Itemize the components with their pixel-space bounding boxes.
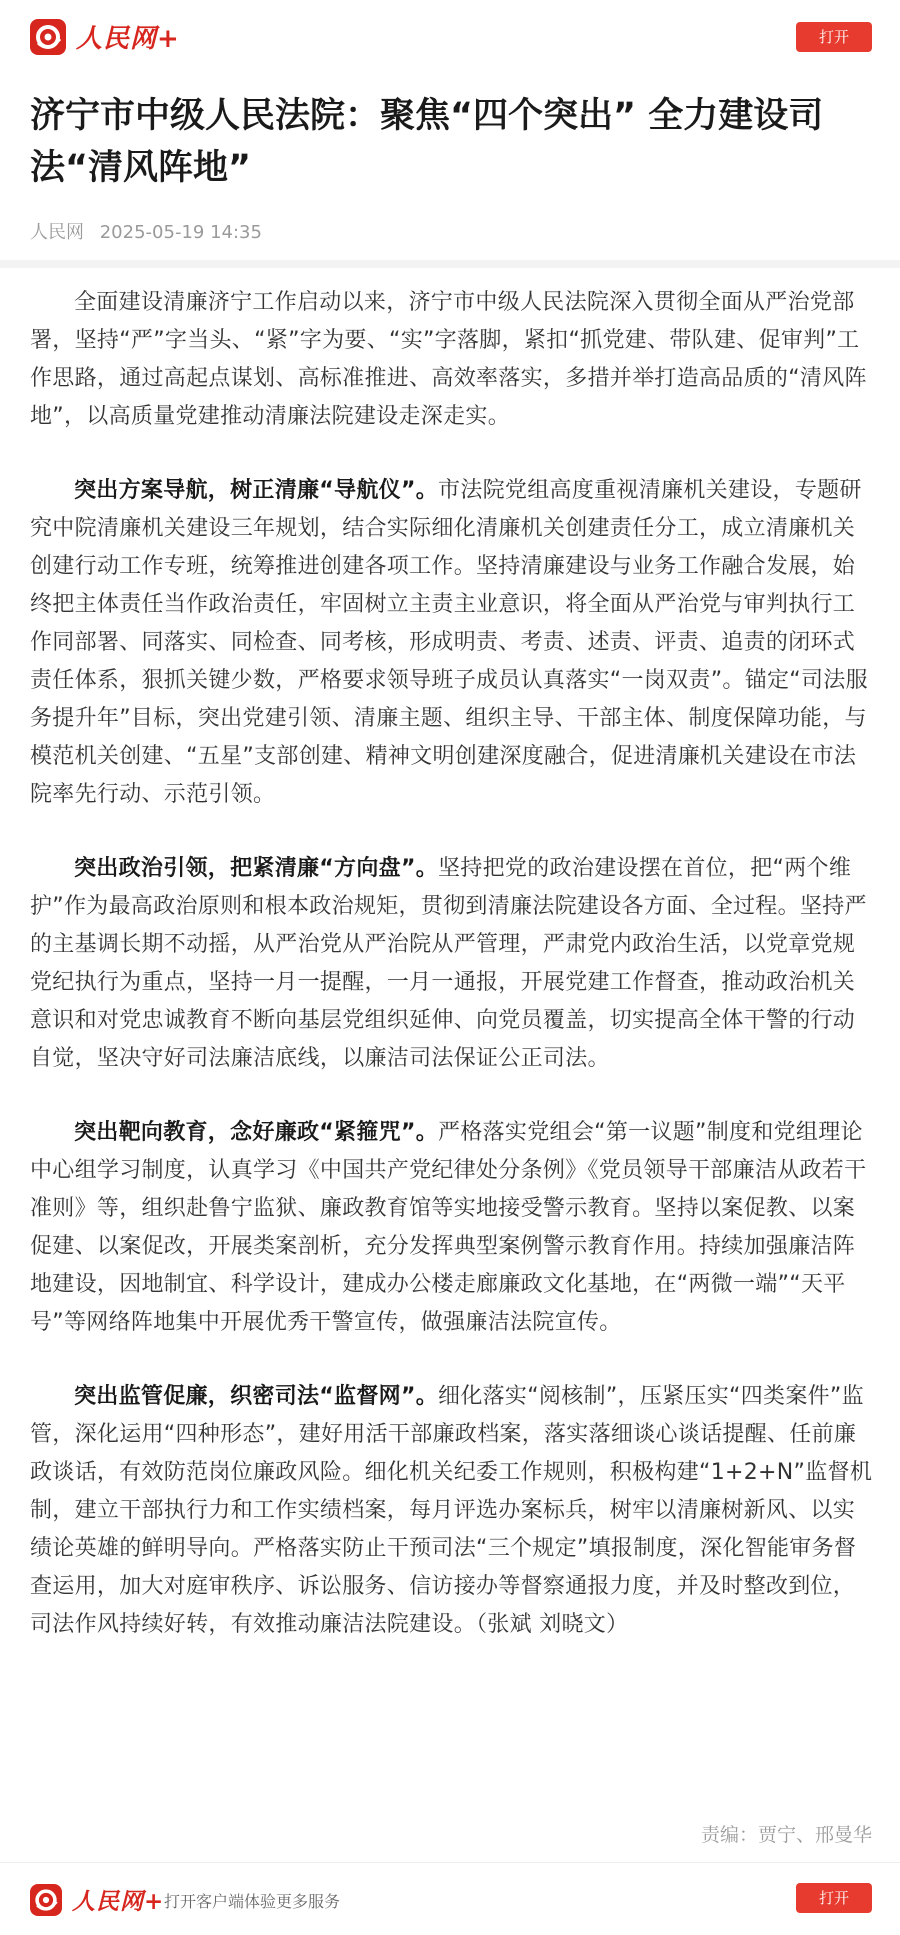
article-paragraph: [30, 1378, 875, 1644]
footer-brand-name: 人民网+: [72, 1888, 165, 1915]
article-title: 济宁市中级人民法院：聚焦“四个突出” 全力建设司法“清风阵地”: [30, 96, 824, 188]
paragraph-lead: 突出方案导航，树正清廉“导航仪”。: [74, 478, 439, 503]
paragraph-text: 细化落实“阅核制”，压紧压实“四类案件”监管，深化运用“四种形态”，建好用活干部廉政档案，落实落细谈心谈话提醒、任前廉政谈话，有效防范岗位廉政风险。细化机关纪委工作规则，积极构建“1+2+N”监督机制，建立干部执行力和工作实绩档案，每月评选办案标兵，树牢以清廉树新风、以实绩论英雄的鲜明导向。严格落实防止干预司法“三个规定”填报制度，深化智能审务督查运用，加大对庭审秩序、诉讼服务、信访接办等督察通报力度，并及时整改到位，司法作风持续好转，有效推动廉洁法院建设。（张斌 刘晓文）: [30, 1384, 873, 1637]
article-paragraph: [30, 284, 875, 436]
article-header: [30, 90, 875, 244]
brand-name: 人民网+: [76, 24, 180, 54]
people-daily-logo-icon: [30, 1884, 62, 1916]
paragraph-text: 全面建设清廉济宁工作启动以来，济宁市中级人民法院深入贯彻全面从严治党部署，坚持“严”字当头、“紧”字为要、“实”字落脚，紧扣“抓党建、带队建、促审判”工作思路，通过高起点谋划、高标准推进、高效率落实，多措并举打造高品质的“清风阵地”，以高质量党建推动清廉法院建设走深走实。: [30, 290, 867, 429]
paragraph-text: 严格落实党组会“第一议题”制度和党组理论中心组学习制度，认真学习《中国共产党纪律处分条例》《党员领导干部廉洁从政若干准则》等，组织赴鲁宁监狱、廉政教育馆等实地接受警示教育。坚持以案促教、以案促建、以案促改，开展类案剖析，充分发挥典型案例警示教育作用。持续加强廉洁阵地建设，因地制宜、科学设计，建成办公楼走廊廉政文化基地，在“两微一端”“天平号”等网络阵地集中开展优秀干警宣传，做强廉洁法院宣传。: [30, 1120, 867, 1335]
brand-logo[interactable]: [30, 18, 180, 55]
top-app-bar: [0, 0, 900, 76]
paragraph-text: 市法院党组高度重视清廉机关建设，专题研究中院清廉机关建设三年规划，结合实际细化清廉机关创建责任分工，成立清廉机关创建行动工作专班，统筹推进创建各项工作。坚持清廉建设与业务工作融合发展，始终把主体责任当作政治责任，牢固树立主责主业意识，将全面从严治党与审判执行工作同部署、同落实、同检查、同考核，形成明责、考责、述责、评责、追责的闭环式责任体系，狠抓关键少数，严格要求领导班子成员认真落实“一岗双责”。锚定“司法服务提升年”目标，突出党建引领、清廉主题、组织主导、干部主体、制度保障功能，与模范机关创建、“五星”支部创建、精神文明创建深度融合，促进清廉机关建设在市法院率先行动、示范引领。: [30, 478, 868, 807]
article-datetime: 2025-05-19 14:35: [99, 222, 262, 243]
open-app-button[interactable]: 打开: [796, 22, 872, 52]
paragraph-lead: 突出靶向教育，念好廉政“紧箍咒”。: [74, 1120, 439, 1145]
article-paragraph: [30, 472, 875, 814]
people-daily-logo-icon: [30, 19, 66, 55]
article-source: 人民网: [30, 222, 84, 243]
editor-credit: 责编：贾宁、邢曼华: [700, 1824, 872, 1846]
article-meta: [30, 218, 875, 244]
footer-open-app-button[interactable]: 打开: [796, 1883, 872, 1913]
article-paragraph: [30, 850, 875, 1078]
section-divider: [0, 260, 900, 268]
article-paragraph: [30, 1114, 875, 1342]
article-body: [30, 284, 875, 1680]
bottom-app-banner: [0, 1862, 900, 1935]
paragraph-text: 坚持把党的政治建设摆在首位，把“两个维护”作为最高政治原则和根本政治规矩，贯彻到清廉法院建设各方面、全过程。坚持严的主基调长期不动摇，从严治党从严治院从严管理，严肃党内政治生活，以党章党规党纪执行为重点，坚持一月一提醒，一月一通报，开展党建工作督查，推动政治机关意识和对党忠诚教育不断向基层党组织延伸、向党员覆盖，切实提高全体干警的行动自觉，坚决守好司法廉洁底线，以廉洁司法保证公正司法。: [30, 856, 867, 1071]
paragraph-lead: 突出监管促廉，织密司法“监督网”。: [74, 1384, 439, 1409]
paragraph-lead: 突出政治引领，把紧清廉“方向盘”。: [74, 856, 439, 881]
footer-brand-logo[interactable]: [30, 1883, 164, 1916]
app-promo-text: 打开客户端体验更多服务: [164, 1892, 341, 1911]
